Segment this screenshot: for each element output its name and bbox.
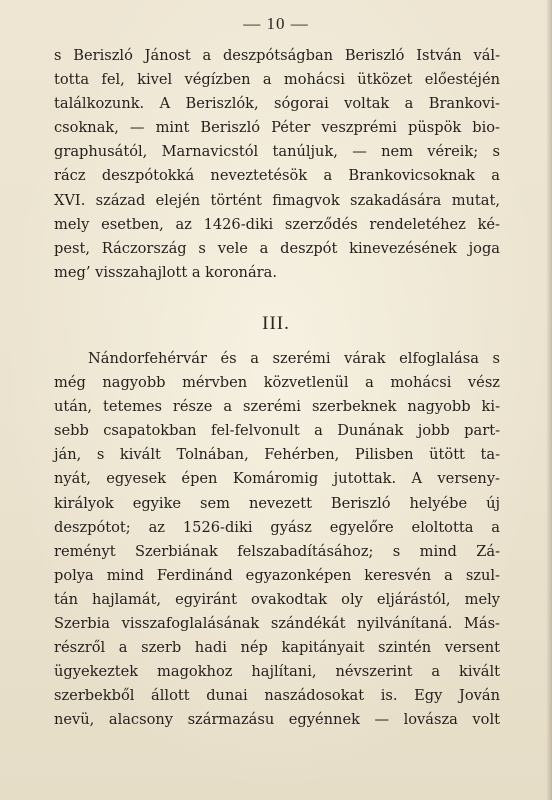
text-line: részről a szerb hadi nép kapitányait szintén versent xyxy=(54,639,500,657)
text-line: deszpótot; az 1526-diki gyász egyelőre eloltotta a xyxy=(54,518,500,536)
text-line: s Beriszló Jánost a deszpótságban Beriszló István vál- xyxy=(54,47,500,64)
text-line: után, tetemes része a szerémi szerbeknek nagyobb ki- xyxy=(54,398,500,416)
text-line: még nagyobb mérvben közvetlenül a mohácsi vész xyxy=(54,374,500,392)
text-line: nyát, egyesek épen Komáromig jutottak. A verseny- xyxy=(54,470,500,488)
page-number: — 10 — xyxy=(243,14,309,33)
text-line: totta fel, kivel végízben a mohácsi ütközet előestéjén xyxy=(54,71,500,89)
paragraph-1 xyxy=(54,44,500,285)
text-line: szerbekből állott dunai naszádosokat is. Egy Jován xyxy=(54,687,500,705)
text-line: ügyekeztek magokhoz hajlítani, névszerint a kivált xyxy=(54,663,500,681)
text-line: sebb csapatokban fel-felvonult a Dunának jobb part- xyxy=(54,422,500,440)
text-line: királyok egyike sem nevezett Beriszló helyébe új xyxy=(54,494,500,512)
text-line: mely esetben, az 1426-diki szerződés rendeletéhez ké- xyxy=(54,215,500,233)
text-line: nevü, alacsony származásu egyénnek — lovásza volt xyxy=(54,711,500,729)
text-line: pest, Ráczország s vele a deszpót kinevezésének joga xyxy=(54,239,500,257)
text-line: Nándorfehérvár és a szerémi várak elfoglalása s xyxy=(88,350,500,367)
page-edge-shadow xyxy=(546,0,552,800)
text-line: XVI. század elején történt fimagvok szakadására mutat, xyxy=(54,191,500,209)
text-line: ján, s kivált Tolnában, Fehérben, Pilisben ütött ta- xyxy=(54,446,500,464)
text-line: rácz deszpótokká neveztetésök a Brankovicsoknak a xyxy=(54,167,500,185)
text-line: tán hajlamát, egyiránt ovakodtak oly eljárástól, mely xyxy=(54,590,500,608)
text-line: meg’ visszahajlott a koronára. xyxy=(54,263,277,281)
paragraph-2 xyxy=(54,347,500,733)
text-line: csoknak, — mint Beriszló Péter veszprémi püspök bio- xyxy=(54,119,500,137)
text-line: Szerbia visszafoglalásának szándékát nyilvánítaná. Más- xyxy=(54,615,500,633)
text-line: polya mind Ferdinánd egyazonképen keresvén a szul- xyxy=(54,566,500,584)
text-line: reményt Szerbiának felszabadításához; s mind Zá- xyxy=(54,542,500,560)
text-line: graphusától, Marnavicstól tanúljuk, — nem véreik; s xyxy=(54,143,500,161)
section-heading: III. xyxy=(262,313,290,334)
text-line: találkozunk. A Beriszlók, sógorai voltak a Brankovi- xyxy=(54,95,500,113)
